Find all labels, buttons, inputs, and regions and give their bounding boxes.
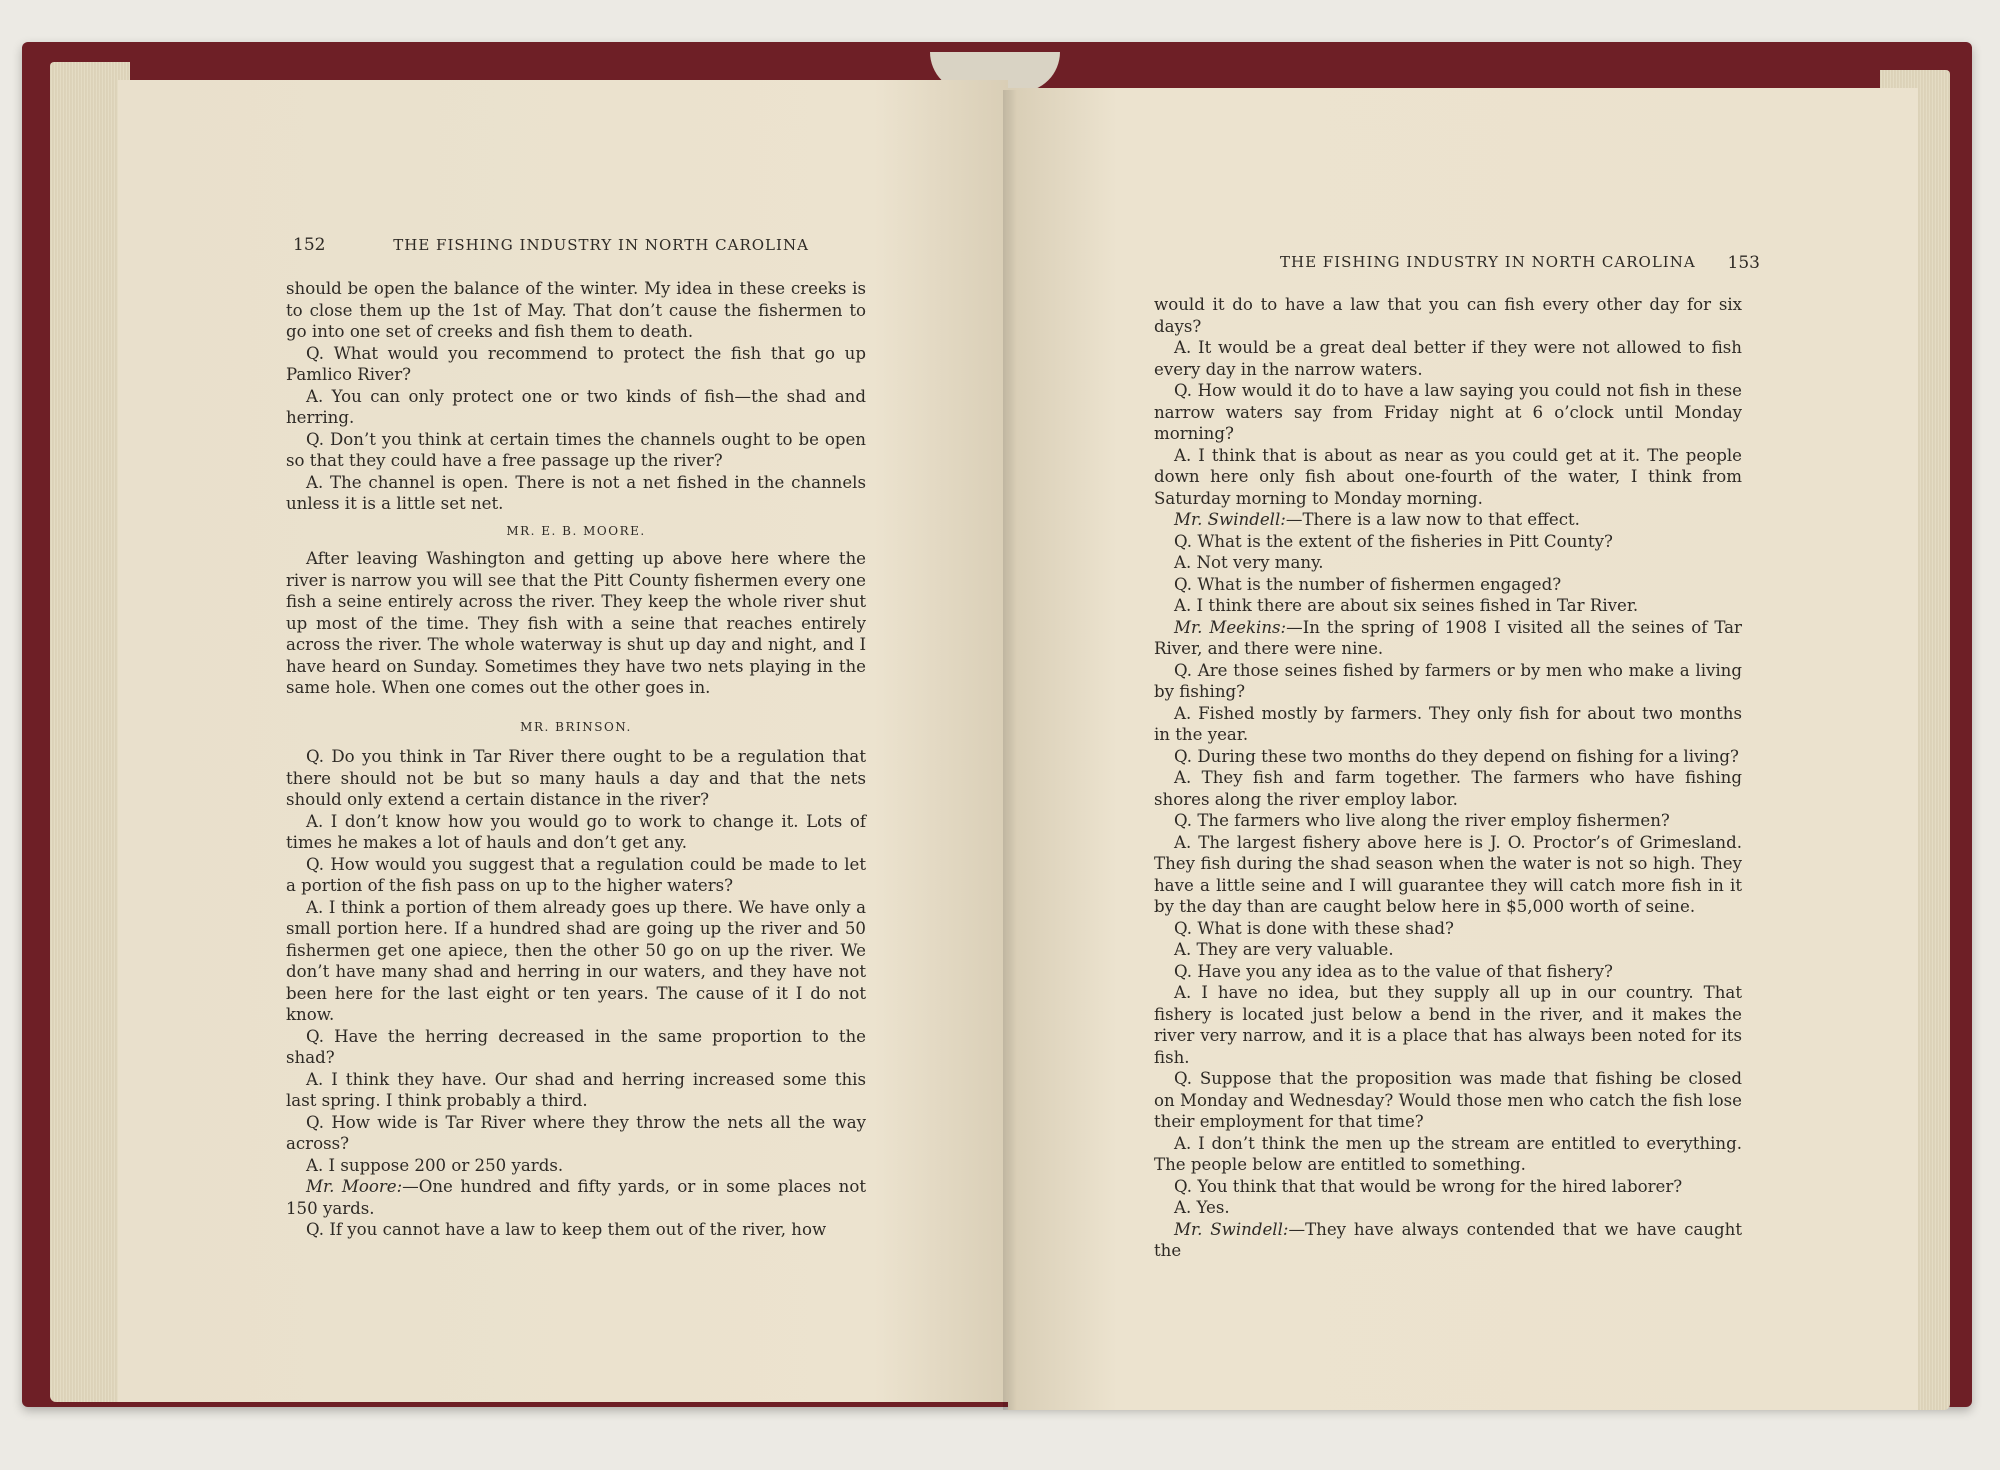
paragraph: A. It would be a great deal better if they were not allowed to fish every day in the narrow waters. <box>1154 338 1742 379</box>
paragraph: Q. During these two months do they depend on fishing for a living? <box>1174 746 1739 766</box>
speaker-name: Mr. Meekins: <box>1174 617 1287 637</box>
right-body-text <box>1154 294 1742 1262</box>
paragraph: A. I think that is about as near as you could get at it. The people down here only fish about one-fourth of the water, I think from Saturday morning to Monday morning. <box>1154 445 1742 508</box>
right-running-head <box>1280 253 1760 271</box>
paragraph: A. I don’t know how you would go to work to change it. Lots of times he makes a lot of hauls and don’t get any. <box>286 811 866 852</box>
speaker-paragraph <box>1154 509 1742 531</box>
paragraph: Q. Have you any idea as to the value of that fishery? <box>1174 961 1613 981</box>
paragraph: would it do to have a law that you can fish every other day for six days? <box>1154 295 1742 336</box>
paragraph: A. Not very many. <box>1174 553 1324 572</box>
paragraph: Q. What is done with these shad? <box>1174 918 1454 938</box>
paragraph: After leaving Washington and getting up above here where the river is narrow you will see that the Pitt County fishermen every one fish a seine entirely across the river. They keep the whole river shut up most of the time. They fish with a seine that reaches entirely across the river. The whole waterway is shut up day and night, and I have heard on Sunday. Sometimes they have two nets playing in the same hole. When one comes out the other goes in. <box>286 549 866 697</box>
paragraph: A. The largest fishery above here is J. O. Proctor’s of Grimesland. They fish during the shad season when the water is not so high. They have a little seine and I will guarantee they will catch more fish in it by the day than are caught below here in $5,000 worth of seine. <box>1154 832 1742 916</box>
paragraph: A. They fish and farm together. The farmers who have fishing shores along the river employ labor. <box>1154 768 1742 809</box>
speaker-text: —In the spring of 1908 I visited all the seines of Tar River, and there were nine. <box>1154 617 1742 658</box>
paragraph: Q. The farmers who live along the river employ fishermen? <box>1174 811 1670 830</box>
paragraph: Q. What is the extent of the fisheries in Pitt County? <box>1174 531 1613 551</box>
paragraph: A. Fished mostly by farmers. They only fish for about two months in the year. <box>1154 703 1742 744</box>
left-running-head <box>293 235 873 255</box>
paragraph: A. I don’t think the men up the stream are entitled to everything. The people below are entitled to something. <box>1154 1133 1742 1174</box>
paragraph: A. They are very valuable. <box>1174 940 1394 959</box>
paragraph: A. Yes. <box>1174 1198 1230 1217</box>
page-number: 152 <box>293 235 326 255</box>
paragraph: Q. How wide is Tar River where they throw the nets all the way across? <box>286 1112 866 1153</box>
speaker-text: —One hundred and fifty yards, or in some places not 150 yards. <box>286 1177 867 1218</box>
page-number: 153 <box>1727 253 1760 273</box>
paragraph: Q. What would you recommend to protect the fish that go up Pamlico River? <box>286 343 866 384</box>
paragraph: Q. If you cannot have a law to keep them out of the river, how <box>306 1220 827 1239</box>
speaker-paragraph <box>1154 617 1742 660</box>
paragraph: Q. How would you suggest that a regulation could be made to let a portion of the fish pass on up to the higher waters? <box>286 854 866 895</box>
paragraph: Q. Are those seines fished by farmers or by men who make a living by fishing? <box>1154 660 1742 701</box>
paragraph: A. I have no idea, but they supply all up in our country. That fishery is located just below a bend in the river, and it makes the river very narrow, and it is a place that has always been noted for its fish. <box>1154 983 1742 1067</box>
speaker-name: Mr. Moore: <box>306 1177 403 1196</box>
paragraph: A. I think a portion of them already goes up there. We have only a small portion here. If a hundred shad are going up the river and 50 fishermen get one apiece, then the other 50 go on up the river. We don’t have many shad and herring in our waters, and they have not been here for the last eight or ten years. The cause of it I do not know. <box>286 897 866 1024</box>
paragraph: Q. How would it do to have a law saying you could not fish in these narrow waters say from Friday night at 6 o’clock until Monday morning? <box>1154 381 1742 443</box>
running-head: THE FISHING INDUSTRY IN NORTH CAROLINA <box>1280 253 1696 271</box>
paragraph: Q. What is the number of fishermen engaged? <box>1174 574 1562 594</box>
paragraph: A. I suppose 200 or 250 yards. <box>306 1155 564 1175</box>
gutter-shadow <box>1003 90 1017 1410</box>
speaker-text: —There is a law now to that effect. <box>1285 510 1580 529</box>
paragraph: Q. Do you think in Tar River there ought to be a regulation that there should not be but so many hauls a day and that the nets should only extend a certain distance in the river? <box>286 747 866 809</box>
speaker-paragraph <box>286 1176 866 1219</box>
speaker-paragraph <box>1154 1219 1742 1262</box>
running-head: THE FISHING INDUSTRY IN NORTH CAROLINA <box>393 236 809 254</box>
paragraph: A. The channel is open. There is not a net fished in the channels unless it is a little set net. <box>286 472 866 513</box>
left-body-text <box>286 278 866 1241</box>
right-page <box>1008 88 1918 1410</box>
paragraph: Q. Suppose that the proposition was made that fishing be closed on Monday and Wednesday? Would those men who catch the fish lose their employment for that time? <box>1154 1069 1742 1131</box>
speaker-name: Mr. Swindell: <box>1174 510 1286 529</box>
paragraph: A. You can only protect one or two kinds of fish—the shad and herring. <box>286 386 866 427</box>
left-page <box>118 80 1008 1402</box>
paragraph: A. I think they have. Our shad and herring increased some this last spring. I think probably a third. <box>286 1069 866 1110</box>
paragraph: should be open the balance of the winter. My idea in these creeks is to close them up the 1st of May. That don’t cause the fishermen to go into one set of creeks and fish them to death. <box>286 279 866 341</box>
section-heading: MR. BRINSON. <box>520 719 632 734</box>
paragraph: A. I think there are about six seines fished in Tar River. <box>1174 596 1639 615</box>
speaker-name: Mr. Swindell: <box>1174 1219 1289 1239</box>
speaker-text: —They have always contended that we have caught the <box>1154 1219 1742 1260</box>
paragraph: Q. You think that that would be wrong for the hired laborer? <box>1174 1176 1683 1196</box>
paragraph: Q. Don’t you think at certain times the channels ought to be open so that they could have a free passage up the river? <box>286 429 866 470</box>
section-heading: MR. E. B. MOORE. <box>506 523 646 538</box>
paragraph: Q. Have the herring decreased in the same proportion to the shad? <box>286 1026 866 1067</box>
